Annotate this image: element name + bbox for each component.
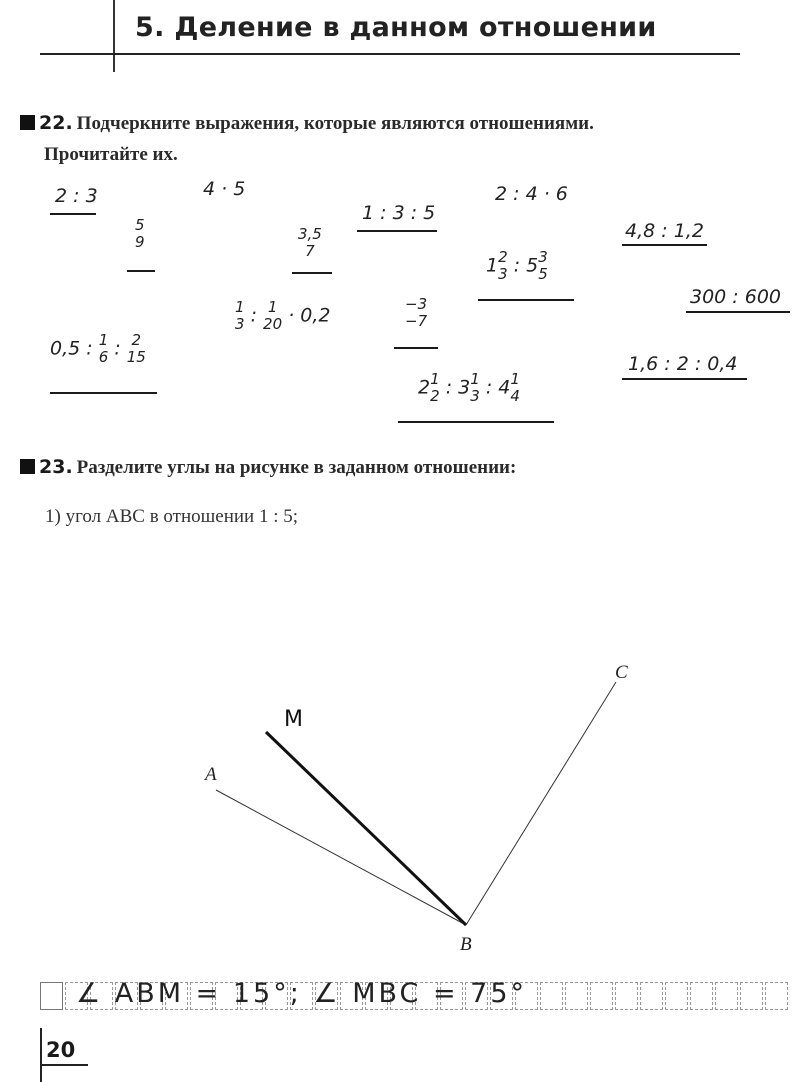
ray-bm	[266, 732, 466, 925]
answer-text: ∠ ABM = 15°; ∠ MBC = 75°	[76, 978, 528, 1009]
expression-35-7: 3,5 7	[298, 225, 322, 260]
grid-cell	[540, 982, 563, 1010]
label-m: M	[284, 707, 303, 732]
task-text: Разделите углы на рисунке в заданном отношении:	[76, 457, 517, 478]
underline	[394, 347, 438, 349]
expression-16-2-04: 1,6 : 2 : 0,4	[628, 353, 738, 375]
ray-bc	[466, 682, 616, 925]
expression-48-12: 4,8 : 1,2	[625, 220, 704, 242]
expression-minus3-minus7: −3 −7	[405, 295, 428, 330]
task-number: 22.	[39, 112, 73, 134]
page-number: 20	[46, 1038, 76, 1062]
underline	[478, 299, 574, 301]
expression-1-3-1-20-02: 1 3 : 1 20 · 0,2	[235, 298, 331, 333]
underline	[622, 378, 747, 380]
expression-2-3: 2 : 3	[55, 185, 98, 207]
task-marker-icon	[20, 459, 35, 474]
underline	[357, 230, 437, 232]
expression-5-9: 5 9	[135, 216, 145, 251]
page-number-rule-vertical	[40, 1028, 42, 1082]
expression-2-4-6: 2 : 4 · 6	[495, 183, 568, 205]
task-text-line2: Прочитайте их.	[44, 144, 178, 165]
grid-cell	[690, 982, 713, 1010]
task-text-line1: Подчеркните выражения, которые являются отношениями.	[76, 113, 594, 134]
task-23	[20, 456, 800, 479]
grid-cell	[740, 982, 763, 1010]
grid-cell	[40, 982, 63, 1010]
expression-mixed-2-3-4: 2 1 2 : 3 1 3 : 4 1 4	[418, 370, 520, 405]
expression-1-3-5: 1 : 3 : 5	[362, 202, 436, 224]
grid-cell	[640, 982, 663, 1010]
label-a: A	[205, 764, 217, 785]
underline	[622, 244, 707, 246]
grid-cell	[590, 982, 613, 1010]
grid-cell	[715, 982, 738, 1010]
expression-mixed-1-2-3-5-3-5: 1 2 3 : 5 3 5	[486, 248, 548, 283]
label-c: C	[615, 662, 628, 683]
page-number-rule	[40, 1064, 88, 1066]
task-marker-icon	[20, 115, 35, 130]
expression-05-1-6-2-15: 0,5 : 1 6 : 2 15	[50, 331, 146, 366]
underline	[50, 213, 96, 215]
underline	[292, 272, 332, 274]
header-vertical-rule	[113, 0, 115, 72]
expression-300-600: 300 : 600	[690, 286, 782, 308]
task-number: 23.	[39, 456, 73, 478]
underline	[686, 311, 790, 313]
underline	[398, 421, 554, 423]
underline	[127, 270, 155, 272]
grid-cell	[565, 982, 588, 1010]
angle-figure	[0, 640, 808, 970]
grid-cell	[615, 982, 638, 1010]
page-title: 5. Деление в данном отношении	[135, 12, 657, 43]
task-23-subtask: 1) угол ABC в отношении 1 : 5;	[45, 506, 299, 527]
grid-cell	[765, 982, 788, 1010]
ray-ba	[216, 790, 466, 925]
grid-cell	[665, 982, 688, 1010]
header-rule	[40, 53, 740, 55]
task-22	[20, 108, 800, 171]
expression-4-5: 4 · 5	[203, 178, 246, 200]
underline	[50, 392, 157, 394]
label-b: B	[460, 934, 472, 955]
